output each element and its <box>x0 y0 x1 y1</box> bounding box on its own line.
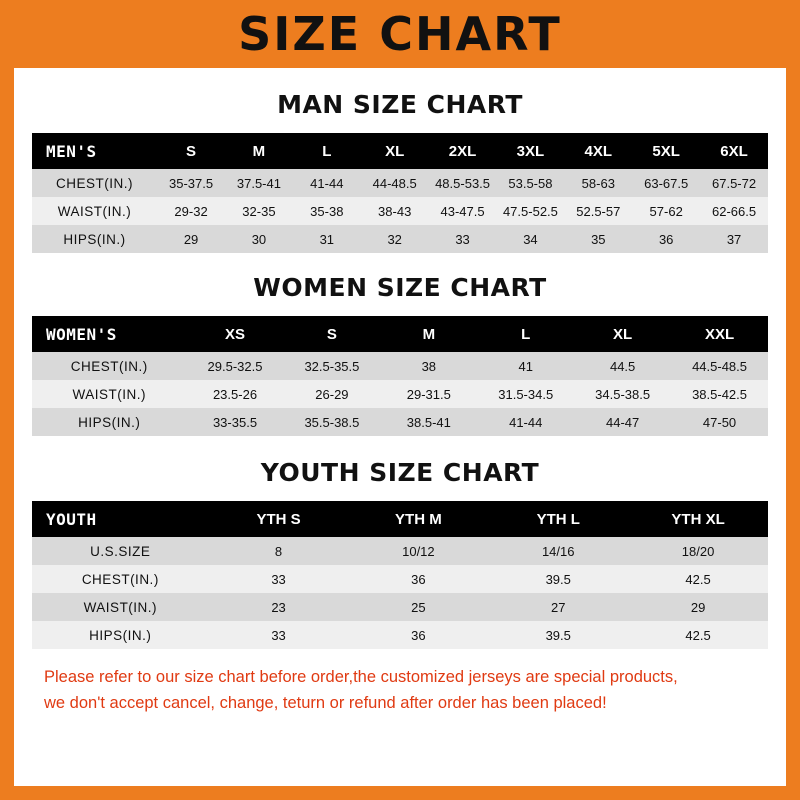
youth-size-table <box>32 501 768 649</box>
table-row <box>32 169 768 197</box>
row-label: U.S.SIZE <box>32 537 209 565</box>
cell: 53.5-58 <box>496 169 564 197</box>
cell: 25 <box>348 593 488 621</box>
cell: 42.5 <box>628 565 768 593</box>
cell: 35 <box>564 225 632 253</box>
section-title-men: MAN SIZE CHART <box>277 90 523 119</box>
cell: 43-47.5 <box>429 197 497 225</box>
cell: 18/20 <box>628 537 768 565</box>
cell: 44.5-48.5 <box>671 352 768 380</box>
cell: 26-29 <box>283 380 380 408</box>
cell: 39.5 <box>488 565 628 593</box>
column-header: L <box>477 316 574 352</box>
cell: 47.5-52.5 <box>496 197 564 225</box>
row-label: HIPS(IN.) <box>32 225 157 253</box>
cell: 33 <box>429 225 497 253</box>
cell: 42.5 <box>628 621 768 649</box>
column-header: S <box>283 316 380 352</box>
cell: 38-43 <box>361 197 429 225</box>
page-title: SIZE CHART <box>238 7 562 61</box>
row-label: HIPS(IN.) <box>32 621 209 649</box>
cell: 35.5-38.5 <box>283 408 380 436</box>
cell: 32 <box>361 225 429 253</box>
cell: 44-47 <box>574 408 671 436</box>
cell: 48.5-53.5 <box>429 169 497 197</box>
cell: 39.5 <box>488 621 628 649</box>
column-header: YTH XL <box>628 501 768 537</box>
cell: 44.5 <box>574 352 671 380</box>
table-row <box>32 352 768 380</box>
cell: 23 <box>209 593 349 621</box>
row-label: WAIST(IN.) <box>32 593 209 621</box>
footer-note <box>32 665 768 726</box>
cell: 37.5-41 <box>225 169 293 197</box>
cell: 33 <box>209 565 349 593</box>
column-header: 2XL <box>429 133 497 169</box>
cell: 32-35 <box>225 197 293 225</box>
cell: 41-44 <box>477 408 574 436</box>
table-row <box>32 197 768 225</box>
column-header: M <box>225 133 293 169</box>
column-header: 5XL <box>632 133 700 169</box>
table-row <box>32 408 768 436</box>
cell: 41-44 <box>293 169 361 197</box>
cell: 38.5-42.5 <box>671 380 768 408</box>
cell: 47-50 <box>671 408 768 436</box>
cell: 33-35.5 <box>187 408 284 436</box>
cell: 30 <box>225 225 293 253</box>
cell: 35-38 <box>293 197 361 225</box>
column-header: 3XL <box>496 133 564 169</box>
column-header: S <box>157 133 225 169</box>
column-header: XS <box>187 316 284 352</box>
column-header: MEN'S <box>32 133 157 169</box>
cell: 37 <box>700 225 768 253</box>
row-label: WAIST(IN.) <box>32 197 157 225</box>
cell: 33 <box>209 621 349 649</box>
cell: 38 <box>380 352 477 380</box>
column-header: M <box>380 316 477 352</box>
cell: 23.5-26 <box>187 380 284 408</box>
table-header-row <box>32 133 768 169</box>
cell: 57-62 <box>632 197 700 225</box>
footer-note-line-2: we don't accept cancel, change, teturn or refund after order has been placed! <box>44 693 607 712</box>
cell: 31.5-34.5 <box>477 380 574 408</box>
cell: 35-37.5 <box>157 169 225 197</box>
cell: 14/16 <box>488 537 628 565</box>
cell: 36 <box>632 225 700 253</box>
table-row <box>32 380 768 408</box>
column-header: 6XL <box>700 133 768 169</box>
bottom-accent-bar <box>0 786 800 800</box>
cell: 38.5-41 <box>380 408 477 436</box>
row-label: HIPS(IN.) <box>32 408 187 436</box>
cell: 29-31.5 <box>380 380 477 408</box>
table-row <box>32 621 768 649</box>
row-label: CHEST(IN.) <box>32 352 187 380</box>
cell: 32.5-35.5 <box>283 352 380 380</box>
section-title-youth: YOUTH SIZE CHART <box>260 458 540 487</box>
column-header: 4XL <box>564 133 632 169</box>
cell: 34 <box>496 225 564 253</box>
cell: 44-48.5 <box>361 169 429 197</box>
row-label: CHEST(IN.) <box>32 565 209 593</box>
table-row <box>32 225 768 253</box>
cell: 29 <box>628 593 768 621</box>
column-header: YTH M <box>348 501 488 537</box>
content <box>14 68 786 786</box>
cell: 58-63 <box>564 169 632 197</box>
cell: 31 <box>293 225 361 253</box>
cell: 41 <box>477 352 574 380</box>
cell: 63-67.5 <box>632 169 700 197</box>
cell: 10/12 <box>348 537 488 565</box>
column-header: XL <box>574 316 671 352</box>
row-label: WAIST(IN.) <box>32 380 187 408</box>
column-header: XXL <box>671 316 768 352</box>
table-header-row <box>32 501 768 537</box>
men-size-table <box>32 133 768 253</box>
cell: 36 <box>348 621 488 649</box>
cell: 52.5-57 <box>564 197 632 225</box>
table-row <box>32 593 768 621</box>
column-header: L <box>293 133 361 169</box>
column-header: WOMEN'S <box>32 316 187 352</box>
cell: 29.5-32.5 <box>187 352 284 380</box>
section-title-women: WOMEN SIZE CHART <box>253 273 547 302</box>
cell: 8 <box>209 537 349 565</box>
column-header: YOUTH <box>32 501 209 537</box>
cell: 29 <box>157 225 225 253</box>
cell: 67.5-72 <box>700 169 768 197</box>
table-row <box>32 537 768 565</box>
table-header-row <box>32 316 768 352</box>
cell: 34.5-38.5 <box>574 380 671 408</box>
row-label: CHEST(IN.) <box>32 169 157 197</box>
column-header: YTH L <box>488 501 628 537</box>
cell: 62-66.5 <box>700 197 768 225</box>
column-header: YTH S <box>209 501 349 537</box>
table-row <box>32 565 768 593</box>
footer-note-line-1: Please refer to our size chart before order,the customized jerseys are special products, <box>44 668 678 686</box>
cell: 27 <box>488 593 628 621</box>
column-header: XL <box>361 133 429 169</box>
cell: 29-32 <box>157 197 225 225</box>
women-size-table <box>32 316 768 436</box>
banner <box>0 0 800 68</box>
cell: 36 <box>348 565 488 593</box>
